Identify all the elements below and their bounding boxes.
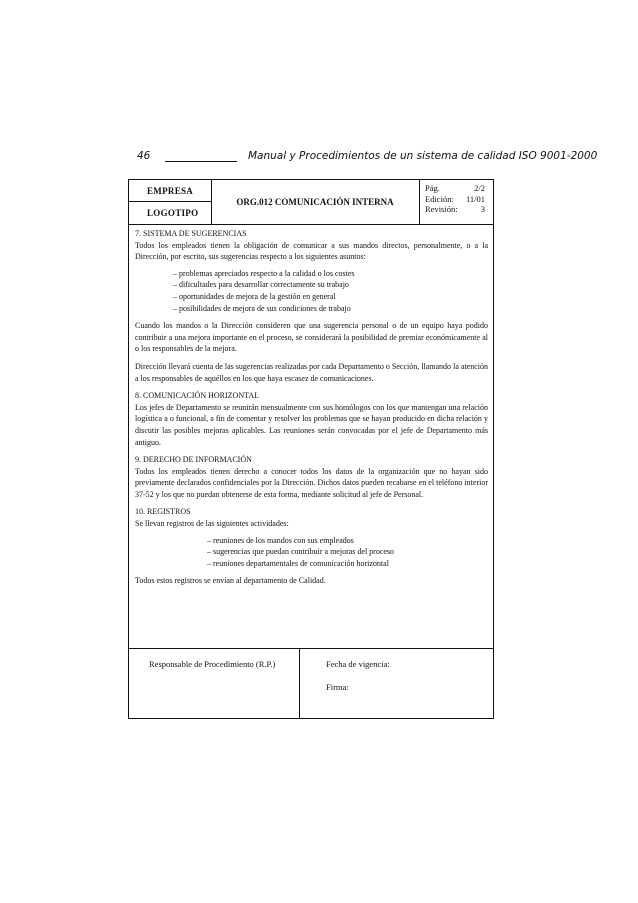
form-header: [129, 180, 493, 225]
list-item: – reuniones de los mandos con sus empleados: [207, 535, 354, 545]
list-item: – sugerencias que puedan contribuir a mejoras del proceso: [207, 547, 395, 557]
section-10-title: 10. REGISTROS: [135, 507, 191, 517]
edicion-value: 11/01: [465, 193, 485, 204]
pag-value: 2/2: [474, 183, 485, 193]
signature-block: [129, 648, 493, 719]
section-7-intro: Todos los empleados tienen la obligación de comunicar a sus mandos directos, personalmente, o a la Dirección, por escrito, sus sugerencias respecto a los siguientes asuntos:: [135, 240, 488, 262]
approval-cell: [300, 649, 492, 719]
firma-label: Firma:: [326, 682, 349, 692]
fecha-vigencia-label: Fecha de vigencia:: [326, 659, 390, 669]
responsable-label: Responsable de Procedimiento (R.P.): [149, 659, 276, 669]
section-9-body: Todos los empleados tienen derecho a conocer todos los datos de la organización que no hayan sido previamente declarados confidenciales por la Dirección. Dichos datos pueden recabarse en el teléfono interior 37-52 y los que no puedan obtenerse de esta forma, mediante solicitud al jefe de Personal.: [135, 466, 488, 499]
section-7-para-3: Dirección llevará cuenta de las sugerencias realizadas por cada Departamento o Sección, llamando la atención a los responsables de aquéllos en los que haya escasez de comunicaciones.: [135, 361, 488, 383]
book-title: Manual y Procedimientos de un sistema de calidad ISO 9001-2000: [248, 150, 598, 162]
empresa-label: EMPRESA: [129, 180, 211, 202]
list-item: – reuniones departamentales de comunicación horizontal: [207, 558, 389, 568]
procedure-form: [128, 179, 494, 719]
revision-row: [419, 204, 491, 215]
section-7-title: 7. SISTEMA DE SUGERENCIAS: [135, 229, 247, 238]
pag-label: Pág.: [425, 183, 440, 193]
document-title: ORG.012 COMUNICACIÓN INTERNA: [211, 180, 420, 224]
section-7-para-2: Cuando los mandos o la Dirección consideren que una sugerencia personal o de un equipo haya podido contribuir a una mejora importante en el proceso, se considerará la posibilidad de premiar económicamente al o los responsables de la mejora.: [135, 321, 488, 354]
document-control: [419, 183, 491, 215]
section-8-body: Los jefes de Departamento se reunirán mensualmente con sus homólogos con los que mantengan una relación logística a o funcional, a fin de comentar y resolver los problemas que se hayan producido en dicha relación y discutir las posibles mejoras aplicables. Las reuniones serán convocadas por el jefe de Departamento más antiguo.: [135, 402, 488, 447]
edition-row: [419, 194, 491, 205]
header-rule: [165, 161, 237, 162]
section-8-title: 8. COMUNICACIÓN HORIZONTAL: [135, 391, 260, 401]
list-item: – dificultades para desarrollar correctamente su trabajo: [173, 280, 349, 290]
page-number: 46: [137, 150, 151, 162]
revision-value: 3: [480, 204, 485, 214]
section-7-list: [173, 268, 488, 314]
section-10-intro: Se llevan registros de las siguientes actividades:: [135, 519, 289, 529]
responsable-cell: [129, 649, 300, 719]
page-row: [419, 183, 491, 194]
section-9-title: 9. DERECHO DE INFORMACIÓN: [135, 455, 252, 465]
list-item: – oportunidades de mejora de la gestión en general: [173, 291, 336, 301]
list-item: – posibilidades de mejora de sus condiciones de trabajo: [173, 303, 351, 313]
list-item: – problemas apreciados respecto a la calidad o los costes: [173, 268, 355, 278]
logotipo-label: LOGOTIPO: [147, 208, 199, 218]
company-cell: [129, 180, 212, 224]
section-10-list: [207, 535, 488, 570]
revision-label: Revisión:: [425, 204, 458, 214]
section-10-closing: Todos estos registros se envían al departamento de Calidad.: [135, 576, 326, 586]
form-body: [135, 228, 488, 587]
edicion-label: Edición:: [425, 193, 454, 204]
running-header: [137, 150, 598, 166]
